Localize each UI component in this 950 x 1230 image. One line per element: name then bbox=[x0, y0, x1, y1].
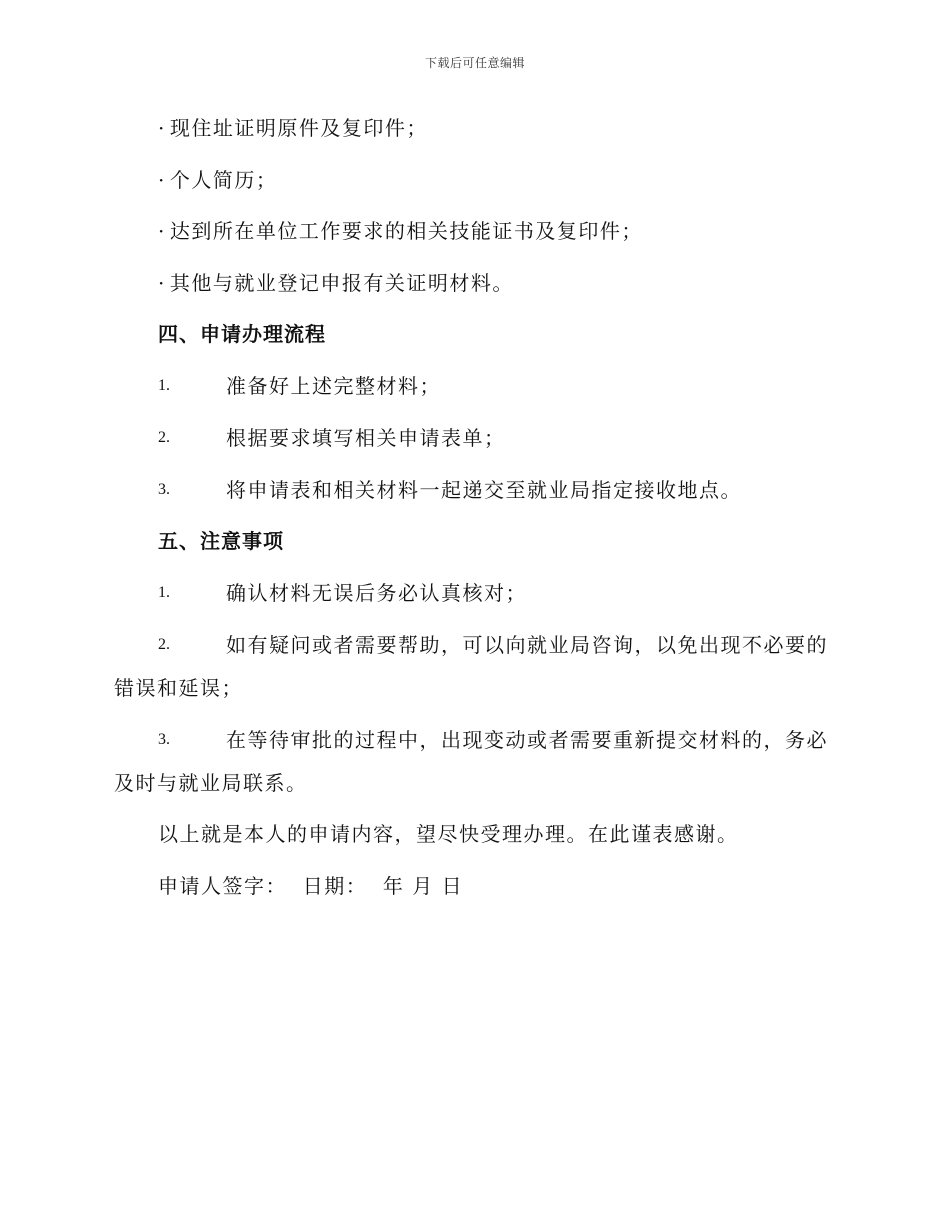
list-item-text: 准备好上述完整材料； bbox=[226, 374, 441, 398]
bullet-dot: · bbox=[158, 116, 166, 140]
list-number: 3. bbox=[158, 731, 170, 748]
list-item-text: 根据要求填写相关申请表单； bbox=[226, 426, 506, 450]
closing-text: 以上就是本人的申请内容，望尽快受理办理。在此谨表感谢。 bbox=[158, 822, 739, 846]
bullet-item bbox=[158, 217, 643, 245]
list-item-text: 在等待审批的过程中，出现变动或者需要重新提交材料的，务必 bbox=[226, 728, 828, 752]
bullet-text: 现住址证明原件及复印件； bbox=[169, 116, 428, 140]
bullet-item bbox=[158, 166, 277, 194]
list-number: 1. bbox=[158, 377, 170, 394]
section-heading: 四、申请办理流程 bbox=[158, 322, 326, 346]
bullet-item bbox=[158, 269, 514, 297]
bullet-item bbox=[158, 114, 428, 142]
page-header: 下载后可任意编辑 bbox=[424, 56, 525, 70]
list-item-continuation: 及时与就业局联系。 bbox=[114, 771, 308, 795]
bullet-text: 其他与就业登记申报有关证明材料。 bbox=[169, 271, 514, 295]
list-number: 1. bbox=[158, 584, 170, 601]
bullet-dot: · bbox=[158, 219, 166, 243]
signature-line: 申请人签字： 日期： 年 月 日 bbox=[158, 874, 464, 898]
list-item-text: 将申请表和相关材料一起递交至就业局指定接收地点。 bbox=[226, 478, 742, 502]
bullet-text: 达到所在单位工作要求的相关技能证书及复印件； bbox=[169, 219, 643, 243]
bullet-dot: · bbox=[158, 271, 166, 295]
bullet-text: 个人简历； bbox=[169, 168, 278, 192]
list-number: 2. bbox=[158, 429, 170, 446]
list-number: 2. bbox=[158, 636, 170, 653]
list-item-text: 确认材料无误后务必认真核对； bbox=[226, 581, 527, 605]
list-item-text: 如有疑问或者需要帮助，可以向就业局咨询，以免出现不必要的 bbox=[226, 633, 828, 657]
bullet-dot: · bbox=[158, 168, 166, 192]
list-number: 3. bbox=[158, 481, 170, 498]
section-heading: 五、注意事项 bbox=[158, 529, 284, 553]
list-item-continuation: 错误和延误； bbox=[114, 676, 243, 700]
